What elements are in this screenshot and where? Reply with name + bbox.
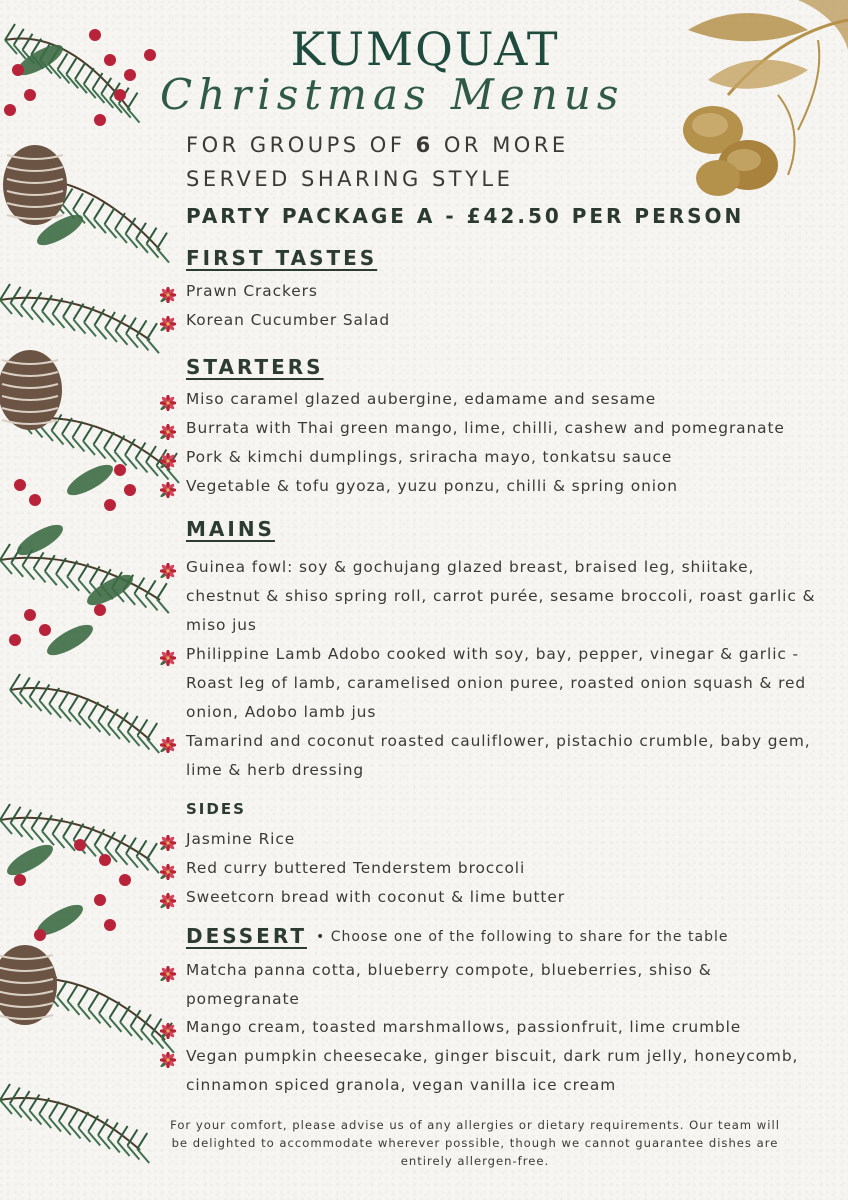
poinsettia-icon <box>160 963 176 979</box>
menu-item: Sweetcorn bread with coconut & lime butter <box>160 883 830 912</box>
menu-item: Matcha panna cotta, blueberry compote, blueberries, shiso & pomegranate <box>160 956 830 1014</box>
menu-item: Prawn Crackers <box>160 277 830 306</box>
poinsettia-icon <box>160 392 176 408</box>
poinsettia-icon <box>160 560 176 576</box>
menu-item: Vegetable & tofu gyoza, yuzu ponzu, chilli & spring onion <box>160 472 830 501</box>
menu-item: Mango cream, toasted marshmallows, passionfruit, lime crumble <box>160 1013 830 1042</box>
poinsettia-icon <box>160 450 176 466</box>
poinsettia-icon <box>160 861 176 877</box>
poinsettia-icon <box>160 1049 176 1065</box>
pine-berry-garland-icon <box>0 0 180 1200</box>
menu-item: Red curry buttered Tenderstem broccoli <box>160 854 830 883</box>
menu-item: Guinea fowl: soy & gochujang glazed breast, braised leg, shiitake, chestnut & shiso spring roll, carrot purée, sesame broccoli, roast garlic & miso jus <box>160 553 830 640</box>
poinsettia-icon <box>160 479 176 495</box>
menu-item: Tamarind and coconut roasted cauliflower, pistachio crumble, baby gem, lime & herb dressing <box>160 727 830 785</box>
section-title-dessert: DESSERT <box>186 924 307 948</box>
poinsettia-icon <box>160 1020 176 1036</box>
serving-style-line: SERVED SHARING STYLE <box>186 167 514 191</box>
menu-item: Pork & kimchi dumplings, sriracha mayo, tonkatsu sauce <box>160 443 830 472</box>
menu-script-title: Christmas Menus <box>160 70 625 119</box>
group-size-line: FOR GROUPS OF 6 OR MORE <box>186 133 569 157</box>
poinsettia-icon <box>160 734 176 750</box>
section-title-starters: STARTERS <box>186 355 324 379</box>
section-title-mains: MAINS <box>186 517 275 541</box>
poinsettia-icon <box>160 421 176 437</box>
menu-item: Jasmine Rice <box>160 825 830 854</box>
package-title: PARTY PACKAGE A - £42.50 PER PERSON <box>186 204 745 228</box>
section-title-sides: SIDES <box>186 800 246 818</box>
restaurant-name: KUMQUAT <box>290 22 560 76</box>
menu-item: Philippine Lamb Adobo cooked with soy, bay, pepper, vinegar & garlic - Roast leg of lamb, caramelised onion puree, roasted onion squash & red onion, Adobo lamb jus <box>160 640 830 727</box>
poinsettia-icon <box>160 313 176 329</box>
dessert-note: • Choose one of the following to share for the table <box>316 929 729 945</box>
menu-item: Burrata with Thai green mango, lime, chilli, cashew and pomegranate <box>160 414 830 443</box>
section-title-first-tastes: FIRST TASTES <box>186 246 378 270</box>
menu-item: Vegan pumpkin cheesecake, ginger biscuit, dark rum jelly, honeycomb, cinnamon spiced granola, vegan vanilla ice cream <box>160 1042 830 1100</box>
menu-item: Miso caramel glazed aubergine, edamame and sesame <box>160 385 830 414</box>
poinsettia-icon <box>160 284 176 300</box>
poinsettia-icon <box>160 647 176 663</box>
menu-item: Korean Cucumber Salad <box>160 306 830 335</box>
poinsettia-icon <box>160 832 176 848</box>
poinsettia-icon <box>160 890 176 906</box>
allergen-footer: For your comfort, please advise us of any allergies or dietary requirements. Our team will be delighted to accommodate wherever possible, though we cannot guarantee dishes are entirely allergen-free. <box>170 1118 780 1168</box>
